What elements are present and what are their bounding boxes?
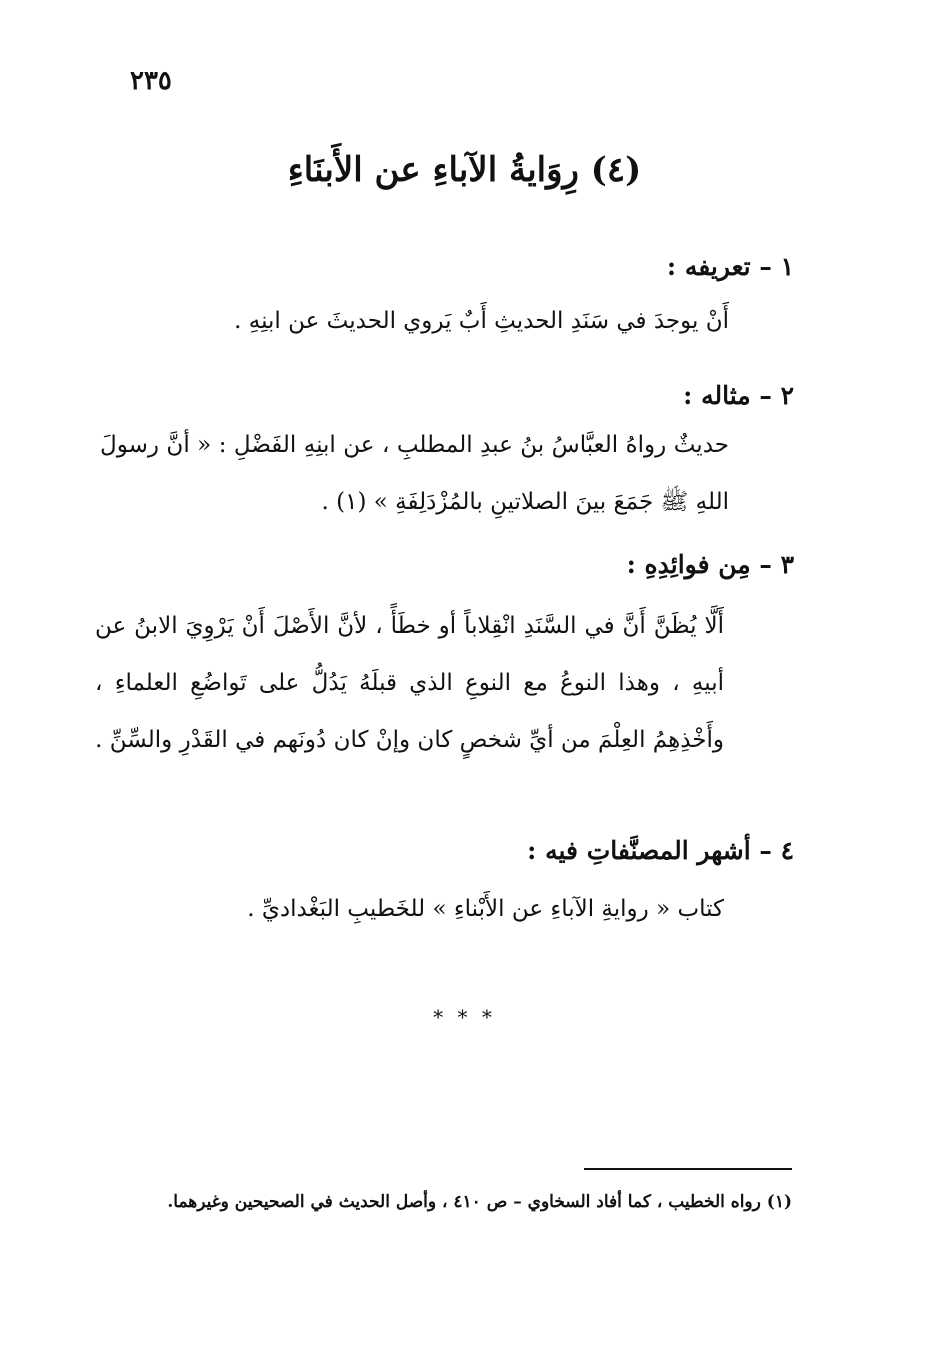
section-4-text: كتاب « روايةِ الآباءِ عن الأَبْناءِ » للخَطيبِ البَغْداديِّ .: [247, 896, 724, 922]
section-2-heading: ٢ – مثاله :: [683, 381, 794, 410]
section-3-heading: ٣ – مِن فوائِدِهِ :: [626, 550, 794, 579]
footnote: (١) رواه الخطيب ، كما أفاد السخاوي – ص ٤١٠ ، وأصل الحديث في الصحيحين وغيرهما.: [167, 1192, 792, 1212]
section-separator: * * *: [433, 1005, 496, 1029]
chapter-title: (٤) رِوَايةُ الآباءِ عن الأَبنَاءِ: [287, 150, 642, 190]
section-1-text: أَنْ يوجدَ في سَنَدِ الحديثِ أَبٌ يَروي الحديثَ عن ابنِهِ .: [234, 308, 729, 334]
section-3-text: أَلَّا يُظَنَّ أَنَّ في السَّنَدِ انْقِلاباً أو خطَأً ، لأنَّ الأَصْلَ أَنْ يَرْوِيَ الابنُ عن أبيهِ ، وهذا النوعُ مع النوعِ الذي قبلَهُ يَدُلُّ على تَواضُعِ العلماءِ ، وأَخْذِهِمُ العِلْمَ من أيِّ شخصٍ كان وإنْ كان دُونَهم في القَدْرِ والسِّنِّ .: [95, 613, 724, 753]
footnote-rule: [584, 1168, 792, 1170]
page-number: ٢٣٥: [130, 66, 172, 96]
section-1-heading: ١ – تعريفه :: [666, 252, 794, 281]
section-4-heading: ٤ – أشهر المصنَّفاتِ فيه :: [527, 836, 794, 865]
section-2-text: حديثٌ رواهُ العبَّاسُ بنُ عبدِ المطلبِ ، عن ابنِهِ الفَضْلِ : « أنَّ رسولَ اللهِ ﷺ جَمَعَ بينَ الصلاتينِ بالمُزْدَلِفَةِ » (١) .: [100, 432, 729, 515]
